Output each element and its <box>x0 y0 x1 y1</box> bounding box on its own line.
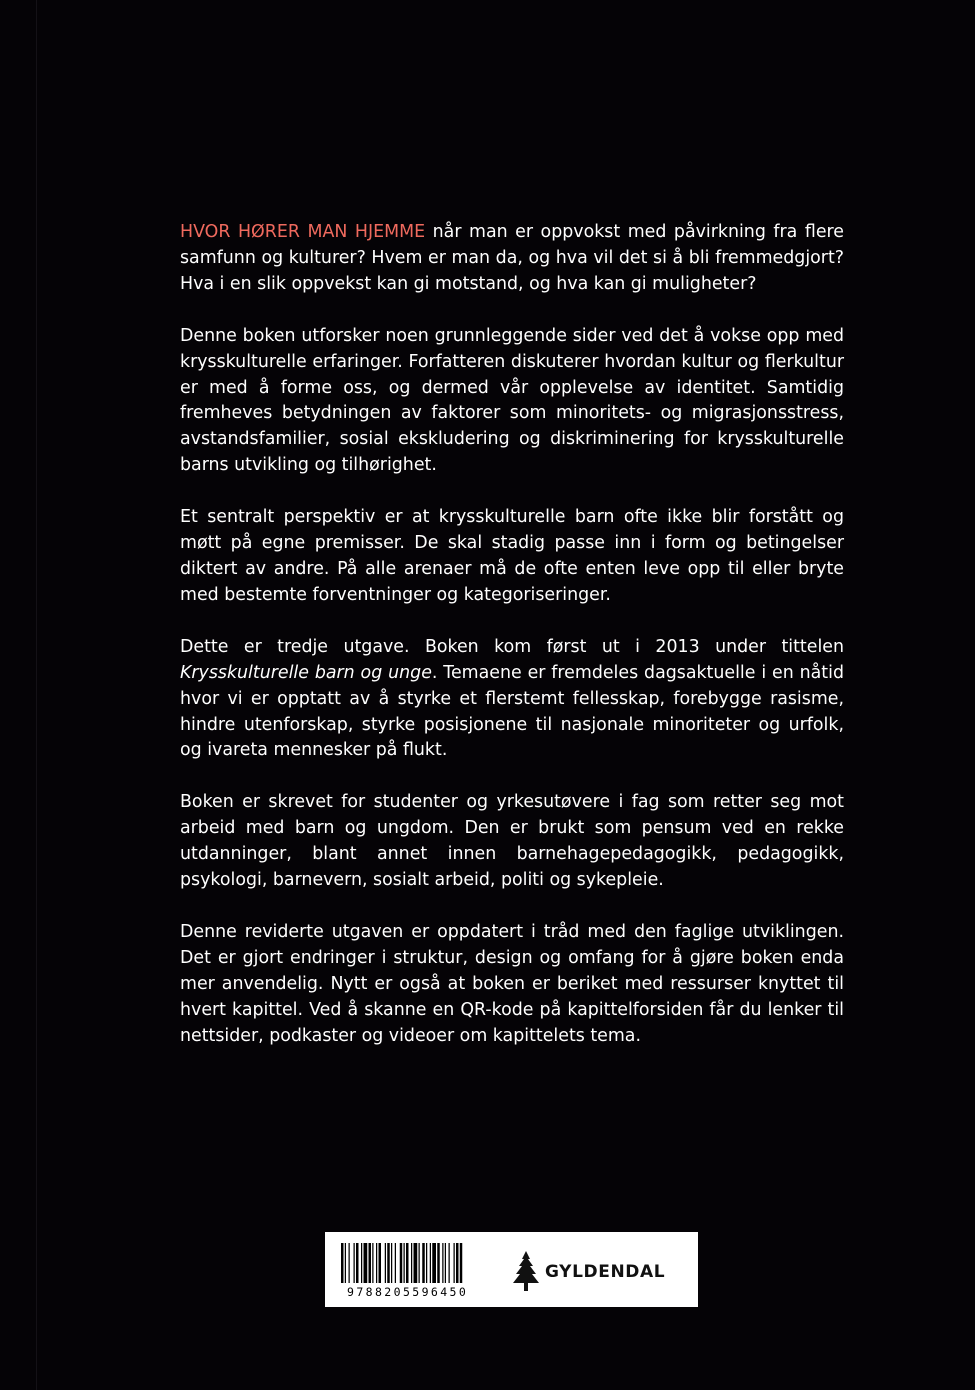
barcode-stripe <box>432 1243 436 1283</box>
paragraph-4 <box>180 635 844 765</box>
intro-text: når man er oppvokst med påvirkning fra flere samfunn og kulturer? Hvem er man da, og hva vil det si å bli fremmedgjort? Hva i en slik oppvekst kan gi motstand, og hva kan gi muligheter? <box>180 222 844 294</box>
paragraph-3: Et sentralt perspektiv er at krysskulturelle barn ofte ikke blir forstått og møtt på egne premisser. De skal stadig passe inn i form og betingelser diktert av andre. På alle arenaer må de ofte enten leve opp til eller bryte med bestemte forventninger og kategoriseringer. <box>180 507 844 605</box>
barcode-stripe <box>361 1243 362 1283</box>
barcode-stripe <box>404 1243 405 1283</box>
paragraph-intro <box>180 220 844 298</box>
previous-title: Krysskulturelle barn og unge <box>180 662 432 683</box>
barcode-stripe <box>376 1243 377 1283</box>
barcode-stripe <box>354 1243 355 1283</box>
back-cover-text <box>180 220 844 1075</box>
barcode-stripe <box>369 1243 372 1283</box>
barcode-stripe <box>387 1243 390 1283</box>
barcode-stripe <box>422 1243 425 1283</box>
barcode-stripe <box>426 1243 427 1283</box>
barcode-stripe <box>414 1243 418 1283</box>
barcode-stripe <box>445 1243 446 1283</box>
spine-edge-line <box>36 0 37 1390</box>
barcode-stripe <box>349 1243 350 1283</box>
barcode-stripe <box>391 1243 392 1283</box>
barcode-stripe <box>419 1243 420 1283</box>
barcode-stripe <box>442 1243 443 1283</box>
barcode-stripe <box>406 1243 409 1283</box>
barcode-stripe <box>364 1243 368 1283</box>
barcode-stripe <box>449 1243 450 1283</box>
barcode-stripe <box>356 1243 359 1283</box>
paragraph-2: Denne boken utforsker noen grunnleggende sider ved det å vokse opp med krysskulturelle erfaringer. Forfatteren diskuterer hvordan kultur og flerkultur er med å forme oss, og dermed vår opplevelse av identitet. Samtidig fremheves betydningen av faktorer som minoritets- og migrasjonsstress, avstandsfamilier, sosial ekskludering og diskriminering for krysskulturelle barns utvikling og tilhørighet. <box>180 325 844 476</box>
barcode-stripe <box>341 1243 344 1283</box>
publisher-name: GYLDENDAL <box>545 1262 666 1282</box>
spruce-tree-icon <box>511 1251 541 1293</box>
barcode-stripe <box>379 1243 382 1283</box>
barcode-stripe <box>460 1243 463 1283</box>
barcode-stripe <box>411 1243 412 1283</box>
barcode-stripe <box>400 1243 403 1283</box>
isbn-barcode <box>341 1243 506 1285</box>
barcode-stripe <box>345 1243 346 1283</box>
barcode-stripe <box>385 1243 386 1283</box>
p4-before: Dette er tredje utgave. Boken kom først ut i 2013 under tittelen <box>180 636 844 657</box>
barcode-stripe <box>372 1243 373 1283</box>
paragraph-5: Boken er skrevet for studenter og yrkesutøvere i fag som retter seg mot arbeid med barn og ungdom. Den er brukt som pensum ved en rekke utdanninger, blant annet innen barnehagepedagogikk, pedagogikk, psykologi, barnevern, sosialt arbeid, politi og sykepleie. <box>180 792 844 891</box>
barcode-stripe <box>456 1243 459 1283</box>
p4-after: . Temaene er fremdeles dagsaktuelle i en nåtid hvor vi er opptatt av å styrke et flerstemt fellesskap, forebygge rasisme, hindre utenforskap, styrke posisjonene til nasjonale minoriteter og urfolk, og ivareta mennesker på flukt. <box>180 662 844 761</box>
barcode-stripe <box>454 1243 455 1283</box>
lead-heading: HVOR HØRER MAN HJEMME <box>180 222 426 242</box>
barcode-stripe <box>395 1243 396 1283</box>
barcode-box <box>325 1232 698 1307</box>
barcode-stripe <box>437 1243 440 1283</box>
paragraph-6: Denne reviderte utgaven er oppdatert i tråd med den faglige utviklingen. Det er gjort endringer i struktur, design og omfang for å gjøre boken enda mer anvendelig. Nytt er også at boken er beriket med ressurser knyttet til hvert kapittel. Ved å skanne en QR-kode på kapittelforsiden får du lenker til nettsider, podkaster og videoer om kapittelets tema. <box>180 921 844 1046</box>
barcode-stripe <box>430 1243 431 1283</box>
isbn-number: 9788205596450 <box>347 1285 469 1299</box>
